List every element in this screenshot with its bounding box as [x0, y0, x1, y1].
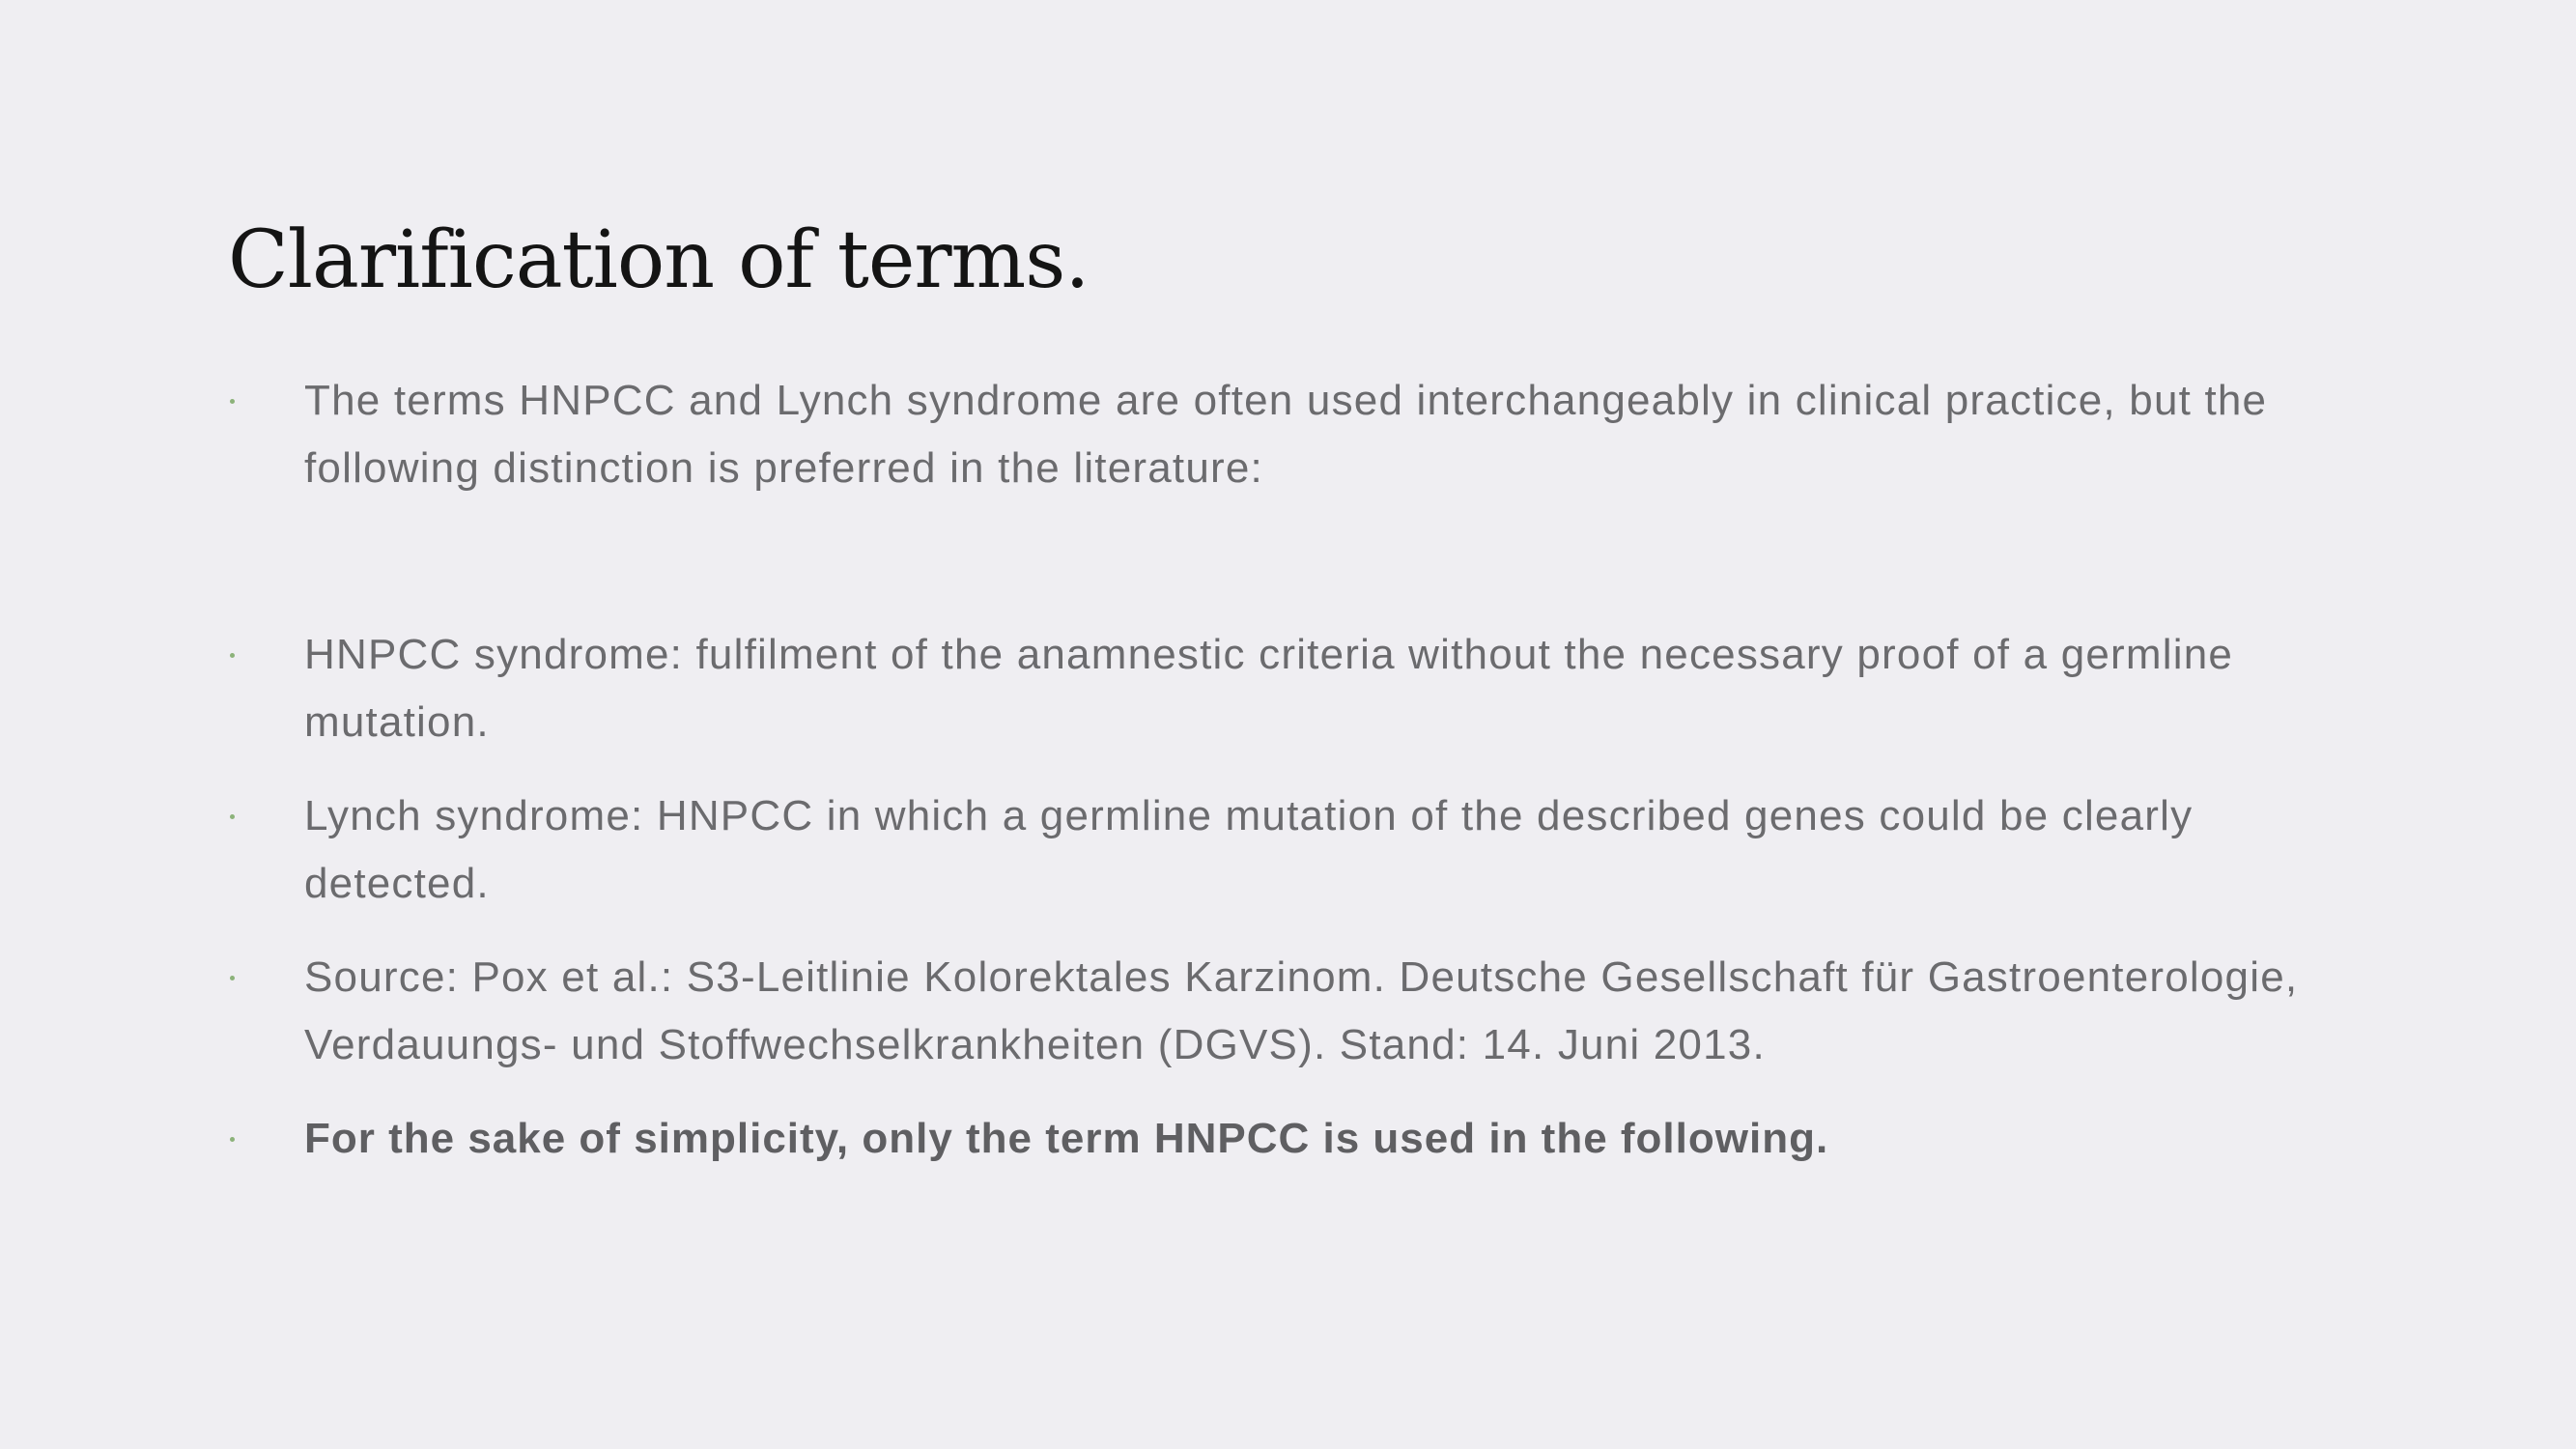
bullet-text: Lynch syndrome: HNPCC in which a germline mutation of the described genes could be clearly detected.: [304, 792, 2194, 907]
bullet-text: The terms HNPCC and Lynch syndrome are often used interchangeably in clinical practice, but the following distinction is preferred in the literature:: [304, 377, 2268, 492]
bullet-item-terms-usage: [228, 367, 2382, 502]
bullet-text: HNPCC syndrome: fulfilment of the anamnestic criteria without the necessary proof of a germline mutation.: [304, 631, 2234, 746]
bullet-list: [228, 367, 2382, 1173]
bullet-item-lynch-definition: [228, 782, 2382, 918]
slide-title: Clarification of terms.: [228, 214, 1090, 306]
bullet-item-simplicity-note: [228, 1105, 2382, 1173]
bullet-item-source: [228, 944, 2382, 1079]
bullet-dot-icon: [230, 976, 235, 980]
bullet-dot-icon: [230, 653, 235, 658]
bullet-dot-icon: [230, 399, 235, 404]
bullet-text: Source: Pox et al.: S3-Leitlinie Kolorektales Karzinom. Deutsche Gesellschaft für Gastroenterologie, Verdauungs- und Stoffwechselkrankheiten (DGVS). Stand: 14. Juni 2013.: [304, 953, 2299, 1068]
bullet-text: For the sake of simplicity, only the term HNPCC is used in the following.: [304, 1115, 1829, 1162]
bullet-item-hnpcc-definition: [228, 621, 2382, 756]
bullet-dot-icon: [230, 814, 235, 819]
bullet-dot-icon: [230, 1137, 235, 1142]
